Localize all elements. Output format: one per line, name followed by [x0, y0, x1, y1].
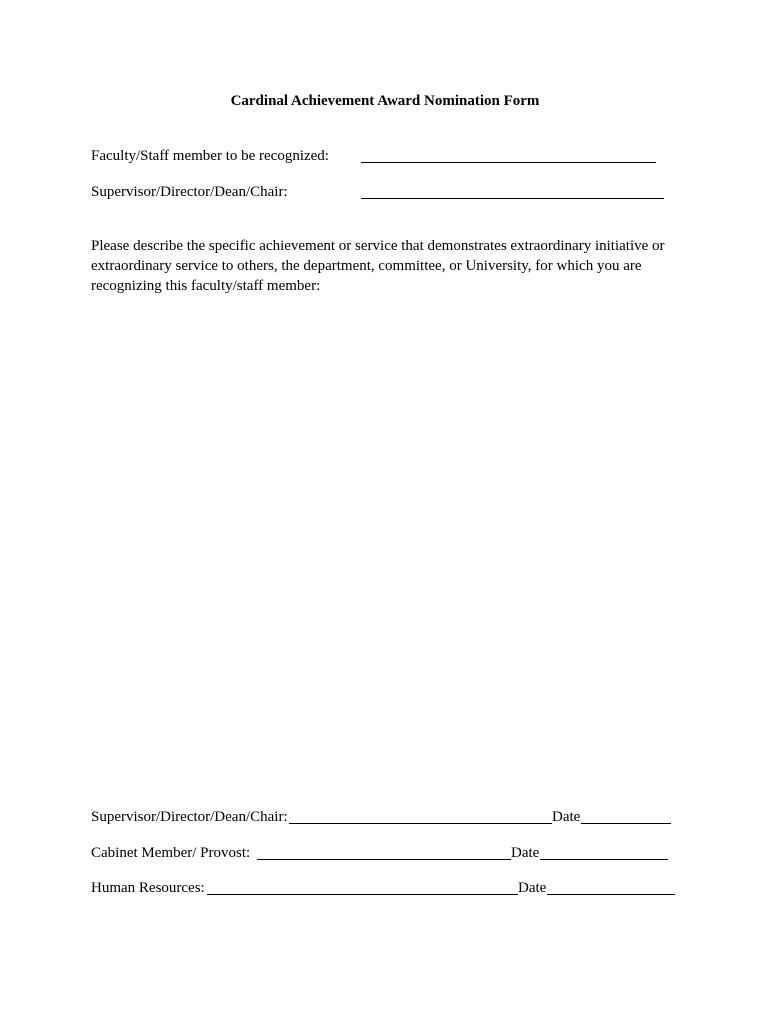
cabinet-date-line[interactable]: [540, 859, 668, 860]
signature-row-hr: [91, 879, 681, 897]
supervisor-name-line[interactable]: [361, 198, 664, 199]
description-response-area[interactable]: [91, 300, 681, 790]
signature-hr-label: Human Resources:: [91, 880, 205, 896]
cabinet-date-label: Date: [511, 845, 540, 861]
signature-row-cabinet: [91, 844, 681, 862]
description-text: Please describe the specific achievement or service that demonstrates extraordinary initiative or extraordinary service to others, the department, committee, or University, for which you are recognizing this faculty/staff member:: [91, 238, 665, 294]
signature-row-supervisor: [91, 808, 681, 826]
supervisor-date-label: Date: [552, 809, 581, 825]
hr-date-line[interactable]: [547, 894, 675, 895]
supervisor-date-line[interactable]: [581, 823, 671, 824]
cabinet-signature-line[interactable]: [257, 859, 511, 860]
faculty-label: Faculty/Staff member to be recognized:: [91, 148, 329, 164]
supervisor-label: Supervisor/Director/Dean/Chair:: [91, 184, 288, 200]
signature-cabinet-label: Cabinet Member/ Provost:: [91, 845, 251, 861]
faculty-name-line[interactable]: [361, 162, 656, 163]
signature-supervisor-label: Supervisor/Director/Dean/Chair:: [91, 809, 288, 825]
supervisor-signature-line[interactable]: [289, 823, 552, 824]
hr-date-label: Date: [518, 880, 547, 896]
hr-signature-line[interactable]: [207, 894, 518, 895]
form-title: Cardinal Achievement Award Nomination Form: [230, 93, 540, 109]
